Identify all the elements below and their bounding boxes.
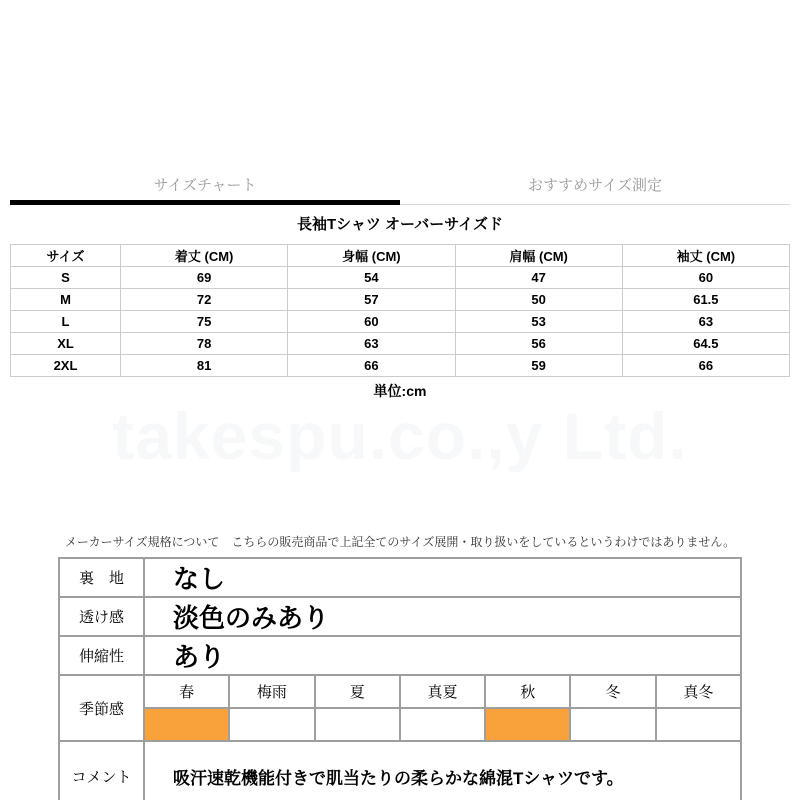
table-row (11, 311, 790, 333)
cell-sleeve: 63 (622, 311, 789, 333)
cell-length: 78 (121, 333, 288, 355)
season-summer-label: 夏 (315, 675, 400, 708)
cell-size: 2XL (11, 355, 121, 377)
cell-shoulder: 53 (455, 311, 622, 333)
table-row (11, 333, 790, 355)
store-watermark: takespu.co.,y Ltd. (112, 399, 688, 472)
season-winter-cell (570, 708, 655, 741)
season-spring-label: 春 (144, 675, 229, 708)
season-rainy-cell (229, 708, 314, 741)
cell-size: XL (11, 333, 121, 355)
tab-size-chart-label: サイズチャート (153, 177, 257, 194)
page-title: 長袖Tシャツ オーバーサイズド (296, 216, 504, 233)
cell-shoulder: 59 (455, 355, 622, 377)
season-label: 季節感 (59, 675, 144, 741)
sheerness-row (59, 597, 741, 636)
season-midwinter-cell (656, 708, 741, 741)
lining-value: なし (144, 558, 741, 597)
season-summer-cell (315, 708, 400, 741)
lining-row (59, 558, 741, 597)
sheerness-value: 淡色のみあり (144, 597, 741, 636)
cell-length: 75 (121, 311, 288, 333)
col-header-width: 身幅 (CM) (288, 245, 455, 267)
cell-width: 54 (288, 267, 455, 289)
cell-width: 63 (288, 333, 455, 355)
cell-sleeve: 66 (622, 355, 789, 377)
cell-width: 57 (288, 289, 455, 311)
table-row (11, 289, 790, 311)
cell-length: 69 (121, 267, 288, 289)
cell-sleeve: 60 (622, 267, 789, 289)
size-table (10, 244, 790, 377)
stretch-value: あり (144, 636, 741, 675)
season-spring-cell (144, 708, 229, 741)
sheerness-label: 透け感 (59, 597, 144, 636)
cell-size: S (11, 267, 121, 289)
cell-width: 60 (288, 311, 455, 333)
season-midsummer-label: 真夏 (400, 675, 485, 708)
cell-length: 72 (121, 289, 288, 311)
comment-label: コメント (59, 741, 144, 800)
tab-size-chart[interactable] (10, 170, 400, 205)
cell-sleeve: 61.5 (622, 289, 789, 311)
cell-width: 66 (288, 355, 455, 377)
table-row (11, 355, 790, 377)
table-row (11, 267, 790, 289)
cell-size: M (11, 289, 121, 311)
size-table-header-row (11, 245, 790, 267)
season-name-row (59, 675, 741, 708)
season-midsummer-cell (400, 708, 485, 741)
lining-label: 裏 地 (59, 558, 144, 597)
cell-sleeve: 64.5 (622, 333, 789, 355)
season-autumn-label: 秋 (485, 675, 570, 708)
col-header-shoulder: 肩幅 (CM) (455, 245, 622, 267)
season-midwinter-label: 真冬 (656, 675, 741, 708)
cell-shoulder: 50 (455, 289, 622, 311)
cell-shoulder: 56 (455, 333, 622, 355)
col-header-sleeve: 袖丈 (CM) (622, 245, 789, 267)
col-header-size: サイズ (11, 245, 121, 267)
cell-length: 81 (121, 355, 288, 377)
stretch-row (59, 636, 741, 675)
detail-table (58, 557, 742, 800)
season-highlight-row (59, 708, 741, 741)
tab-bar (10, 170, 790, 205)
season-winter-label: 冬 (570, 675, 655, 708)
tab-recommended-size-label: おすすめサイズ測定 (528, 177, 662, 194)
comment-value: 吸汗速乾機能付きで肌当たりの柔らかな綿混Tシャツです。 (144, 741, 741, 800)
comment-row (59, 741, 741, 800)
season-autumn-cell (485, 708, 570, 741)
cell-shoulder: 47 (455, 267, 622, 289)
stretch-label: 伸縮性 (59, 636, 144, 675)
unit-label: 単位:cm (373, 383, 427, 399)
tab-recommended-size[interactable] (400, 170, 790, 205)
col-header-length: 着丈 (CM) (121, 245, 288, 267)
season-rainy-label: 梅雨 (229, 675, 314, 708)
cell-size: L (11, 311, 121, 333)
maker-size-notice: メーカーサイズ規格について こちらの販売商品で上記全てのサイズ展開・取り扱いをしているというわけではありません。 (64, 535, 736, 549)
